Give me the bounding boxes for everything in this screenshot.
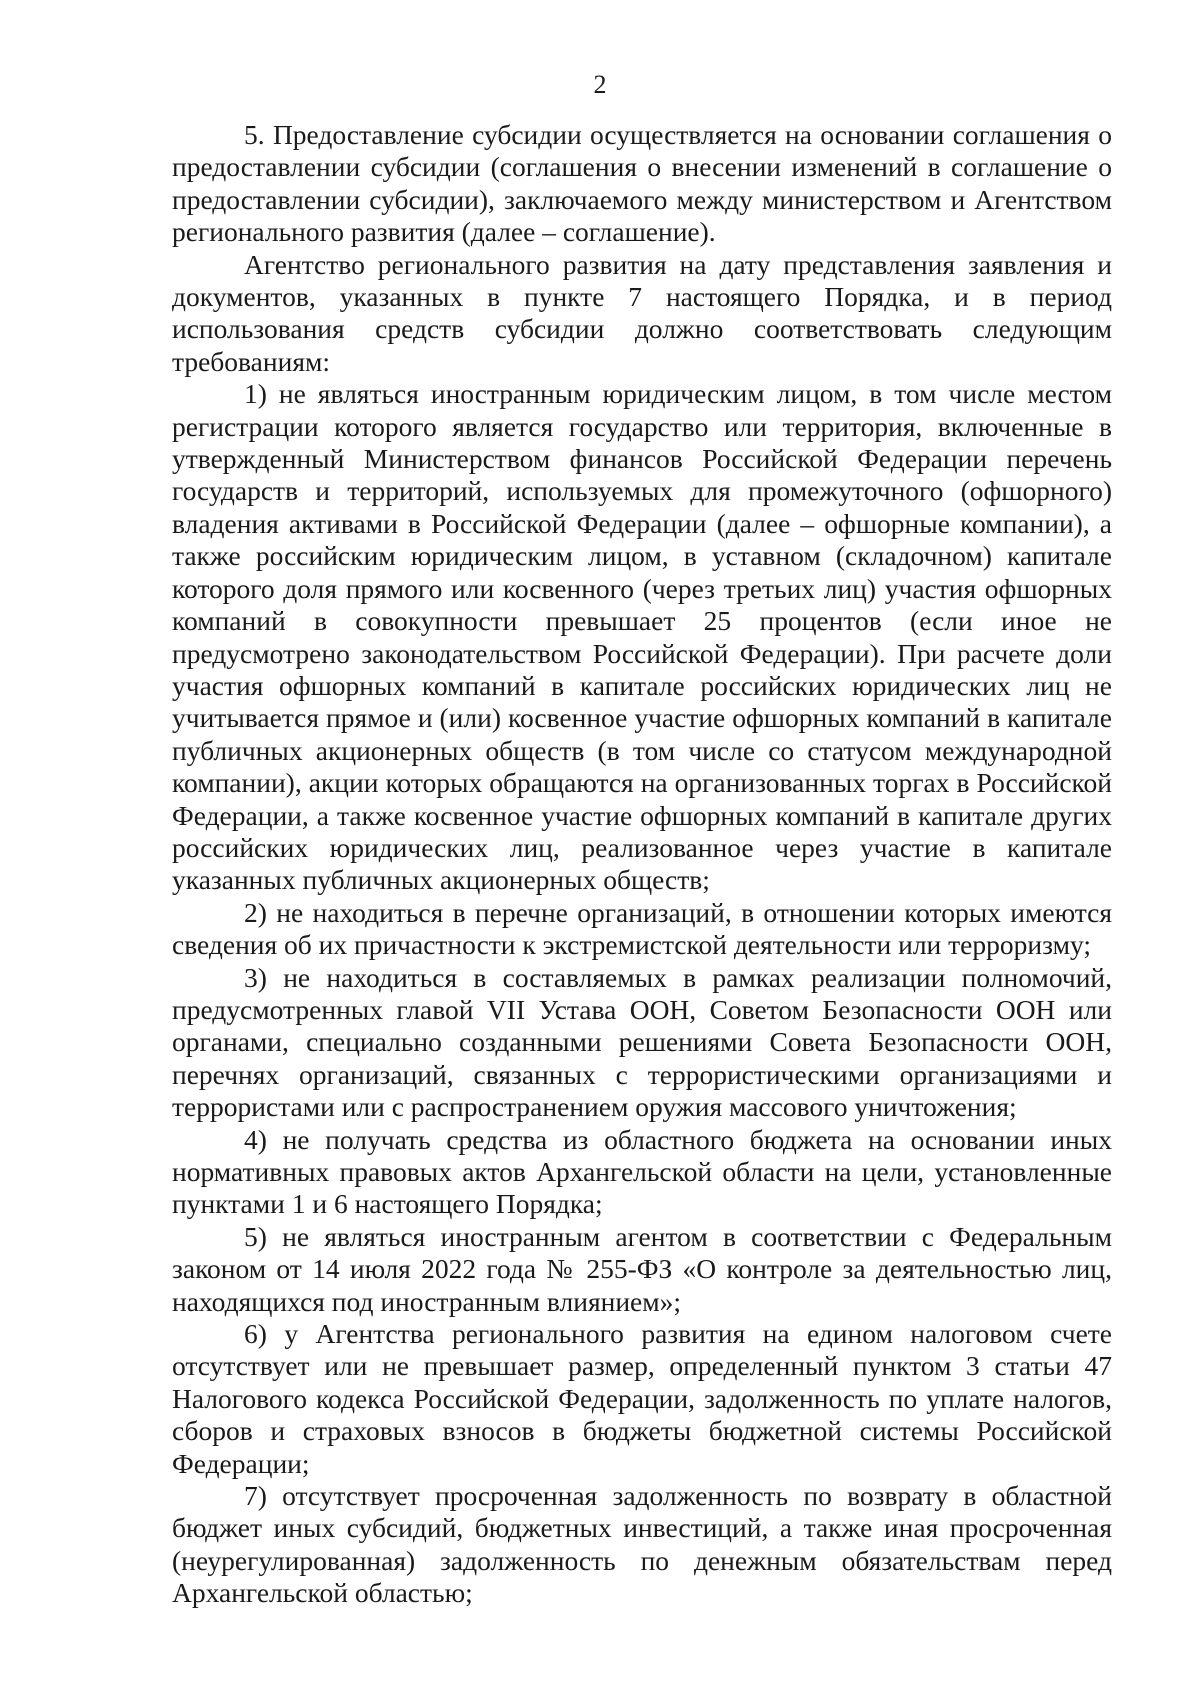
- requirement-2-extremism-list: 2) не находиться в перечне организаций, в отношении которых имеются сведения об их причастности к экстремистской деятельности или терроризму;: [172, 896, 1112, 961]
- requirement-4-other-funding: 4) не получать средства из областного бюджета на основании иных нормативных правовых актов Архангельской области на цели, установленные пунктами 1 и 6 настоящего Порядка;: [172, 1123, 1112, 1220]
- requirement-5-foreign-agent: 5) не являться иностранным агентом в соответствии с Федеральным законом от 14 июля 2022 года № 255-ФЗ «О контроле за деятельностью лиц, находящихся под иностранным влиянием»;: [172, 1220, 1112, 1317]
- page-number: 2: [593, 70, 607, 99]
- requirement-1-offshore: 1) не являться иностранным юридическим лицом, в том числе местом регистрации которого является государство или территория, включенные в утвержденный Министерством финансов Российской Федерации перечень государств и территорий, используемых для промежуточного (офшорного) владения активами в Российской Федерации (далее – офшорные компании), а также российским юридическим лицом, в уставном (складочном) капитале которого доля прямого или косвенного (через третьих лиц) участия офшорных компаний в совокупности превышает 25 процентов (если иное не предусмотрено законодательством Российской Федерации). При расчете доли участия офшорных компаний в капитале российских юридических лиц не учитывается прямое и (или) косвенное участие офшорных компаний в капитале публичных акционерных обществ (в том числе со статусом международной компании), акции которых обращаются на организованных торгах в Российской Федерации, а также косвенное участие офшорных компаний в капитале других российских юридических лиц, реализованное через участие в капитале указанных публичных акционерных обществ;: [172, 378, 1112, 896]
- document-body: [172, 119, 1112, 1610]
- paragraph-item-5: 5. Предоставление субсидии осуществляется на основании соглашения о предоставлении субсидии (соглашения о внесении изменений в соглашение о предоставлении субсидии), заключаемого между министерством и Агентством регионального развития (далее – соглашение).: [172, 119, 1112, 248]
- requirement-3-un-lists: 3) не находиться в составляемых в рамках реализации полномочий, предусмотренных главой VII Устава ООН, Советом Безопасности ООН или органами, специально созданными решениями Совета Безопасности ООН, перечнях организаций, связанных с террористическими организациями и террористами или с распространением оружия массового уничтожения;: [172, 961, 1112, 1123]
- requirement-6-tax-debt: 6) у Агентства регионального развития на едином налоговом счете отсутствует или не превышает размер, определенный пунктом 3 статьи 47 Налогового кодекса Российской Федерации, задолженность по уплате налогов, сборов и страховых взносов в бюджеты бюджетной системы Российской Федерации;: [172, 1318, 1112, 1479]
- requirement-7-overdue-debt: 7) отсутствует просроченная задолженность по возврату в областной бюджет иных субсидий, бюджетных инвестиций, а также иная просроченная (неурегулированная) задолженность по денежным обязательствам перед Архангельской областью;: [172, 1480, 1112, 1609]
- paragraph-agency-requirements: Агентство регионального развития на дату представления заявления и документов, указанных в пункте 7 настоящего Порядка, и в период использования средств субсидии должно соответствовать следующим требованиям:: [172, 248, 1112, 377]
